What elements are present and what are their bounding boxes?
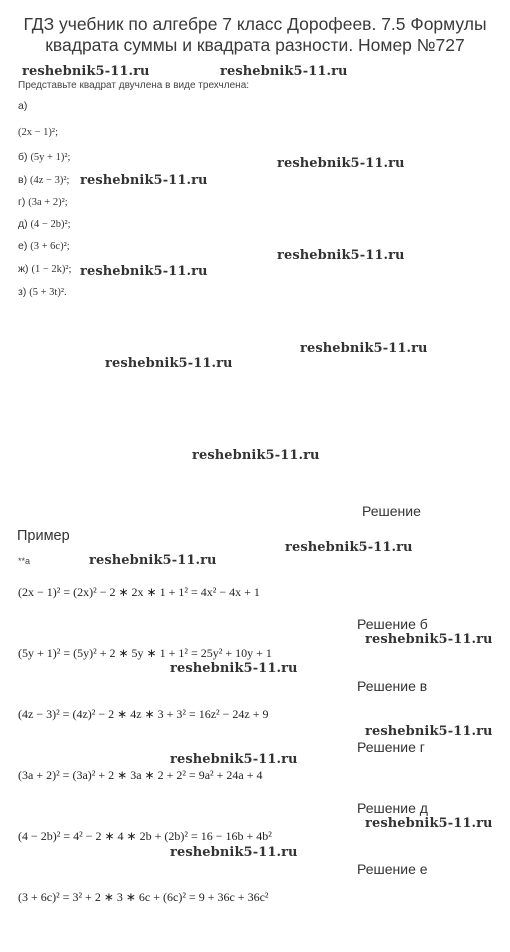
- watermark: reshebnik5-11.ru: [170, 661, 298, 676]
- task-expression: (5 + 3t)².: [29, 287, 67, 298]
- watermark: reshebnik5-11.ru: [285, 540, 413, 555]
- task-label: г): [18, 196, 26, 208]
- solution-expression: (2x − 1)² = (2x)² − 2 ∗ 2x ∗ 1 + 1² = 4x² − 4x + 1: [18, 585, 260, 599]
- solution-heading: Решение г: [357, 739, 425, 755]
- task-intro: Представьте квадрат двучлена в виде трехчлена:: [18, 80, 250, 91]
- task-expression: (3 + 6c)²;: [30, 241, 70, 252]
- solution-expression: (5y + 1)² = (5y)² + 2 ∗ 5y ∗ 1 + 1² = 25y² + 10y + 1: [18, 646, 272, 660]
- task-item: [18, 286, 67, 298]
- solution-heading: Решение в: [357, 678, 428, 694]
- task-label: в): [18, 174, 28, 186]
- task-label: ж): [18, 263, 29, 275]
- task-item: [18, 240, 70, 252]
- task-label: з): [18, 286, 27, 298]
- solution-heading: Решение: [362, 503, 421, 519]
- watermark: reshebnik5-11.ru: [192, 448, 320, 463]
- watermark: reshebnik5-11.ru: [170, 845, 298, 860]
- watermark: reshebnik5-11.ru: [105, 356, 233, 371]
- task-item: [18, 263, 71, 275]
- page-title: ГДЗ учебник по алгебре 7 класс Дорофеев. 7.5 Формулы квадрата суммы и квадрата разности. Номер №727: [23, 14, 487, 55]
- task-item: [18, 174, 69, 186]
- task-expression: (4 − 2b)²;: [30, 219, 71, 230]
- task-label: б): [18, 151, 28, 163]
- watermark: reshebnik5-11.ru: [22, 64, 150, 79]
- watermark: reshebnik5-11.ru: [277, 156, 405, 171]
- task-expression: (4z − 3)²;: [30, 175, 70, 186]
- solution-heading: Решение б: [357, 616, 428, 632]
- solution-heading: Решение е: [357, 861, 428, 877]
- task-expression: (1 − 2k)²;: [31, 264, 72, 275]
- task-expression: (2x − 1)²;: [18, 127, 58, 138]
- solution-expression: (3 + 6c)² = 3² + 2 ∗ 3 ∗ 6c + (6c)² = 9 + 36c + 36c²: [18, 890, 269, 904]
- watermark: reshebnik5-11.ru: [365, 632, 493, 647]
- task-label: е): [18, 240, 28, 252]
- task-label: д): [18, 218, 28, 230]
- watermark: reshebnik5-11.ru: [220, 64, 348, 79]
- solution-expression: (4 − 2b)² = 4² − 2 ∗ 4 ∗ 2b + (2b)² = 16 − 16b + 4b²: [18, 829, 272, 843]
- solution-label: **а: [18, 556, 31, 566]
- watermark: reshebnik5-11.ru: [277, 248, 405, 263]
- example-heading: Пример: [17, 528, 70, 544]
- solution-heading: Решение д: [357, 800, 428, 816]
- task-item: [18, 218, 71, 230]
- task-item: [18, 151, 70, 163]
- task-expression: (5y + 1)²;: [30, 152, 71, 163]
- task-expression: (3a + 2)²;: [28, 197, 68, 208]
- task-label: а): [18, 100, 28, 112]
- solution-expression: (4z − 3)² = (4z)² − 2 ∗ 4z ∗ 3 + 3² = 16z² − 24z + 9: [18, 707, 269, 721]
- watermark: reshebnik5-11.ru: [170, 752, 298, 767]
- watermark: reshebnik5-11.ru: [80, 173, 208, 188]
- watermark: reshebnik5-11.ru: [365, 724, 493, 739]
- watermark: reshebnik5-11.ru: [89, 553, 217, 568]
- watermark: reshebnik5-11.ru: [300, 341, 428, 356]
- watermark: reshebnik5-11.ru: [80, 264, 208, 279]
- task-item: [18, 196, 68, 208]
- watermark: reshebnik5-11.ru: [365, 816, 493, 831]
- solution-expression: (3a + 2)² = (3a)² + 2 ∗ 3a ∗ 2 + 2² = 9a² + 24a + 4: [18, 768, 263, 782]
